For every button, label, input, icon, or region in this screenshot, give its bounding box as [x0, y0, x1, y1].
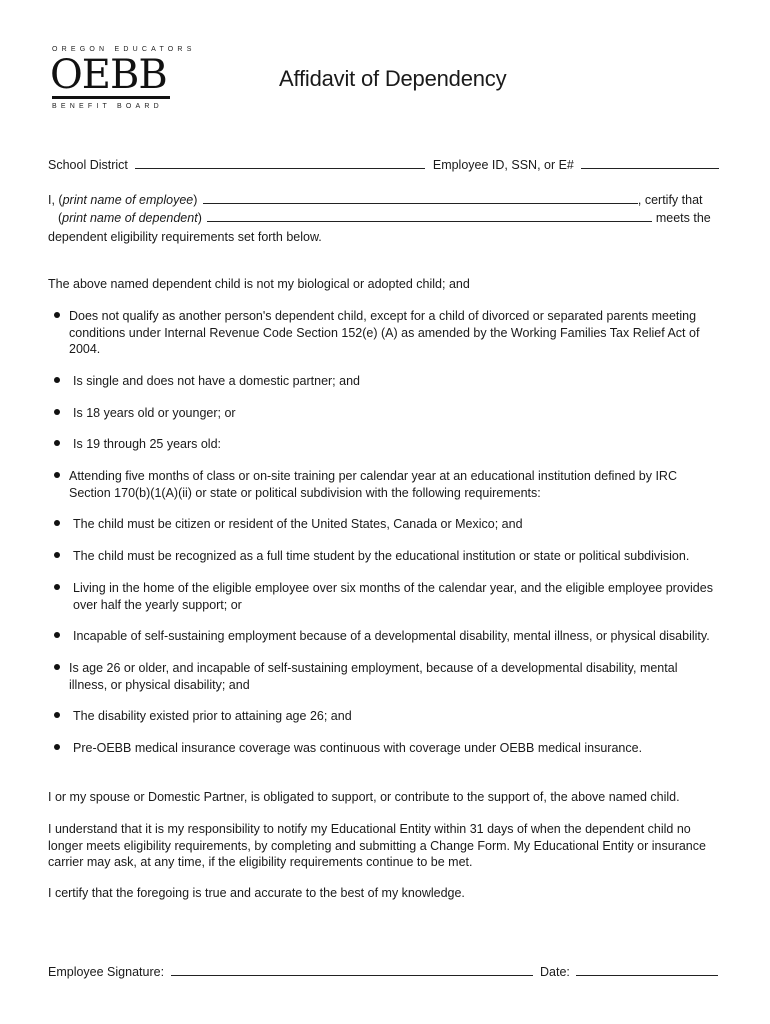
- bullet-text-4: Is 19 through 25 years old:: [73, 437, 222, 451]
- bullet-text-11: The disability existed prior to attaining age 26; and: [73, 709, 352, 723]
- dependent-name-label: print name of dependent: [62, 211, 198, 225]
- employee-id-field[interactable]: [581, 157, 719, 169]
- employee-name-label: print name of employee: [62, 193, 194, 207]
- bullet-text-2: Is single and does not have a domestic partner; and: [73, 374, 360, 388]
- signature-label: Employee Signature:: [48, 965, 165, 979]
- bullet-icon: [54, 552, 60, 558]
- bullet-icon: [54, 472, 60, 478]
- signature-field[interactable]: [171, 964, 533, 976]
- meets-the: meets the: [655, 211, 711, 225]
- school-district-row: [48, 157, 714, 172]
- bullet-icon: [54, 440, 60, 446]
- bullet-text-6: The child must be citizen or resident of the United States, Canada or Mexico; and: [73, 517, 523, 531]
- bullet-icon: [54, 312, 60, 318]
- bullet-icon: [54, 584, 60, 590]
- bullet-text-8: Living in the home of the eligible employee over six months of the calendar year, and the eligible employee provides over half the yearly support; or: [73, 581, 713, 612]
- date-label: Date:: [540, 965, 570, 979]
- signature-row: [48, 964, 714, 979]
- responsibility-paragraph: I understand that it is my responsibility to notify my Educational Entity within 31 days of when the dependent child no longer meets eligibility requirements, by completing and submitting a Change Form. My Educational Entity or insurance carrier may ask, at any time, if the eligibility requirements continue to be met.: [48, 822, 706, 869]
- dependent-name-field[interactable]: [207, 210, 652, 222]
- intro-text: The above named dependent child is not my biological or adopted child; and: [48, 277, 470, 291]
- logo-bottom-text: BENEFIT BOARD: [52, 103, 163, 110]
- bullet-icon: [54, 409, 60, 415]
- document-title: Affidavit of Dependency: [279, 66, 507, 91]
- certify-that: , certify that: [637, 193, 703, 207]
- logo-mark: [50, 52, 170, 98]
- logo-top-text: OREGON EDUCATORS: [52, 46, 196, 53]
- dependent-close: ): [197, 211, 202, 225]
- bullet-text-10: Is age 26 or older, and incapable of self-sustaining employment, because of a developmental disability, mental illness, or physical disability; and: [69, 661, 678, 692]
- bullet-icon: [54, 744, 60, 750]
- bullet-text-7: The child must be recognized as a full time student by the educational institution or state or political subdivision.: [73, 549, 690, 563]
- oebb-logo: [50, 46, 196, 110]
- bullet-text-9: Incapable of self-sustaining employment because of a developmental disability, mental illness, or physical disability.: [73, 629, 710, 643]
- certify-prefix: I, (: [48, 193, 63, 207]
- bullet-text-3: Is 18 years old or younger; or: [73, 406, 236, 420]
- school-district-field[interactable]: [135, 157, 425, 169]
- support-paragraph: I or my spouse or Domestic Partner, is obligated to support, or contribute to the support of, the above named child.: [48, 790, 680, 804]
- bullet-icon: [54, 520, 60, 526]
- bullet-icon: [54, 664, 60, 670]
- bullet-text-12: Pre-OEBB medical insurance coverage was continuous with coverage under OEBB medical insurance.: [73, 741, 643, 755]
- logo-mark-text: OEBB: [50, 52, 167, 98]
- employee-name-close: ): [193, 193, 198, 207]
- school-district-label: School District: [48, 158, 128, 172]
- bullet-icon: [54, 712, 60, 718]
- dependent-row: [58, 210, 714, 225]
- certify-paragraph: I certify that the foregoing is true and accurate to the best of my knowledge.: [48, 886, 465, 900]
- bullet-icon: [54, 632, 60, 638]
- employee-id-label: Employee ID, SSN, or E#: [432, 158, 574, 172]
- date-field[interactable]: [576, 964, 718, 976]
- bullet-text-5: Attending five months of class or on-site training per calendar year at an educational institution defined by IRC Section 170(b)(1(A)(ii) or state or political subdivision with the following requirements:: [69, 469, 677, 500]
- employee-certify-row: [48, 192, 714, 207]
- dependent-prefix: (: [58, 211, 63, 225]
- employee-name-field[interactable]: [203, 192, 638, 204]
- requirements-line: dependent eligibility requirements set forth below.: [48, 230, 322, 244]
- bullet-text-1: Does not qualify as another person's dependent child, except for a child of divorced or separated parents meeting conditions under Internal Revenue Code Section 152(e) (A) as amended by the Working Families Tax Relief Act of 2004.: [69, 309, 700, 356]
- bullet-icon: [54, 377, 60, 383]
